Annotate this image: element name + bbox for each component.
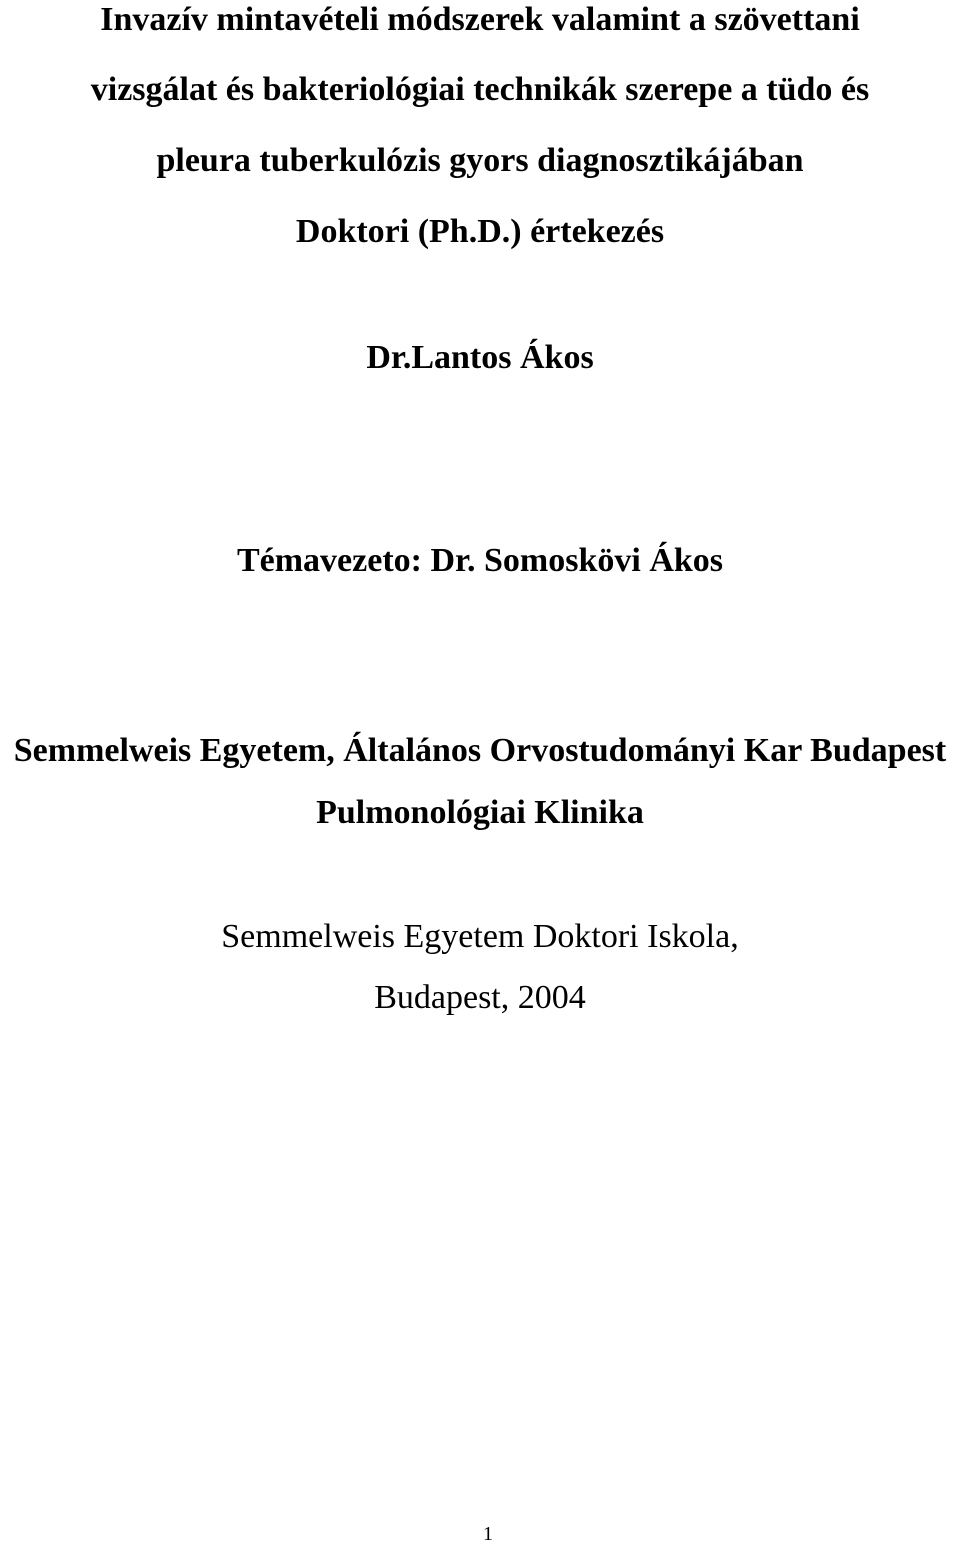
place-and-year: Budapest, 2004 — [374, 979, 586, 1016]
author-name: Dr.Lantos Ákos — [366, 339, 594, 376]
supervisor-line: Témavezeto: Dr. Somoskövi Ákos — [236, 542, 724, 579]
institution-line-1: Semmelweis Egyetem, Általános Orvostudományi Kar Budapest — [13, 732, 947, 769]
institution-line-2: Pulmonológiai Klinika — [316, 794, 644, 831]
title-line-2: vizsgálat és bakteriológiai technikák szerepe a tüdo és — [90, 71, 870, 108]
title-line-1: Invazív mintavételi módszerek valamint a szövettani — [100, 1, 860, 38]
doctoral-school-line: Semmelweis Egyetem Doktori Iskola, — [221, 918, 739, 955]
dissertation-subtitle: Doktori (Ph.D.) értekezés — [295, 213, 665, 250]
page-number: 1 — [483, 1523, 493, 1545]
title-line-3: pleura tuberkulózis gyors diagnosztikájában — [156, 142, 804, 179]
